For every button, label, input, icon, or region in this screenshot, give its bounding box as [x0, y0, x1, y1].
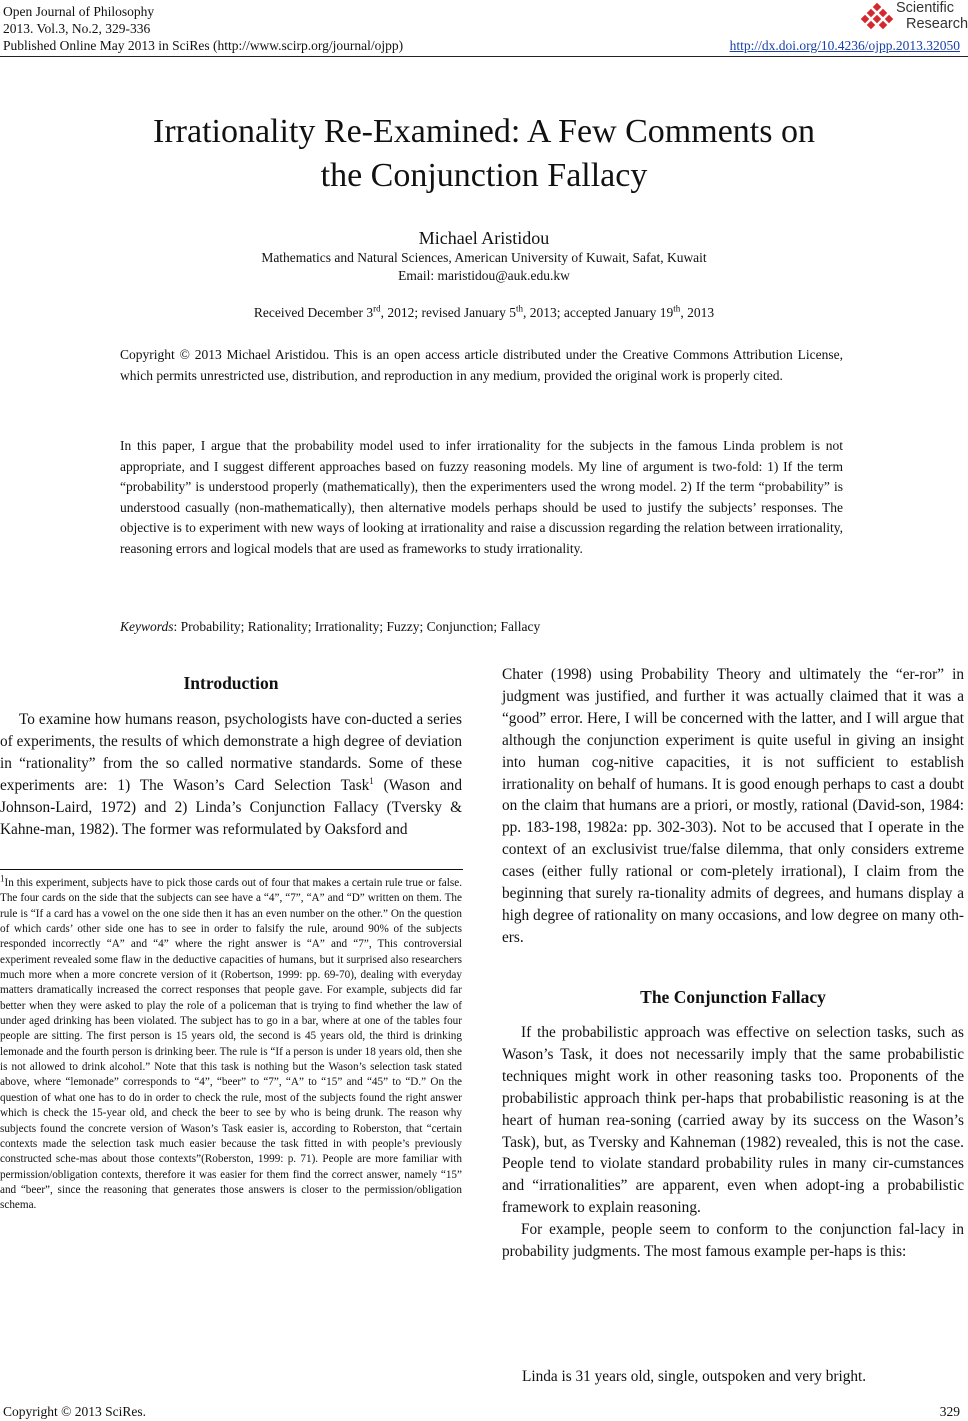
conjunction-fallacy-heading: The Conjunction Fallacy: [640, 987, 826, 1007]
conjunction-fallacy-body: [502, 1022, 964, 1263]
header-divider: [0, 56, 968, 57]
author-name: Michael Aristidou: [418, 228, 550, 248]
footnote: $^1$In this experiment, subjects have to pick those cards out of four that makes a certain rule true or false. The four cards on the side that the subjects can see have a “4”, “7”, “A” and “D” written on them. The rule is “If a card has a vowel on the one side then it has an even number on the other.” On the question of which cards’ other side one has to see in order to falsify the rule, around 90% of the subjects responded incorrectly “A” and “4” where the right answer is “A” and “7”, This controversial experiment revealed some flaw in the deductive capacities of humans, but it surprised also researchers much more when a more concrete version of it (Robertson, 1999: pp. 69-70), dealing with everyday matters dramatically increased the correct responses that people gave. For example, subjects did far better when they were asked to play the role of a policeman that is trying to find whether the law of under aged drinking has been violated. The subject has to go in a bar, where at one of the tables four people are sitting. The first person is 15 years old, the second is 45 years old, the third is drinking lemonade and the fourth person is drinking beer. The rule is “If a person is under 18 years old, then she is not allowed to drink alcohol.” Note that this task is nothing but the Wason’s selection task stated above, where “lemonade” corresponds to “4”, “beer” to “7”, “A” to “15” and “45” to “D.” On the question of what one has to do in order to check the rule, most of the subjects found the right answer which is check the 15-year old, and check the beer to see by who is being drunk. The reason why subjects found the concrete version of Wason’s Task easier is, according to Roberston, that “certain contexts made the selection task much easier because the task fitted in with people’s previously constructed sche-mas about those contexts”(Roberston, 1999: p. 71). People are more familiar with permission/obligation contexts, therefore it was easier for them find the correct answer, namely “15” and “beer”, since the reasoning that generates those answers is closer to the permission/obligation schema.: [0, 873, 462, 1212]
doi-link-container: [730, 38, 960, 54]
footer-copyright: Copyright © 2013 SciRes.: [3, 1404, 147, 1419]
author-affiliation: Mathematics and Natural Sciences, American University of Kuwait, Safat, Kuwait: [261, 250, 707, 265]
intro-paragraph: To examine how humans reason, psychologists have con-ducted a series of experiments, the results of which demonstrate a high degree of deviation in “rationality” from the so called normative standards. Some of these experiments are: 1) The Wason’s Card Selection Task$^1$ (Wason and Johnson-Laird, 1972) and 2) Linda’s Conjunction Fallacy (Tversky & Kahne-man, 1982). The former was reformulated by Oaksford and: [0, 711, 462, 838]
copyright-notice: Copyright © 2013 Michael Aristidou. This is an open access article distributed under the Creative Commons Attribution License, which permits unrestricted use, distribution, and reproduction in any medium, provided the original work is properly cited.: [120, 347, 843, 383]
author-email: Email: maristidou@auk.edu.kw: [398, 268, 570, 283]
scirp-logo-icon: [860, 3, 894, 33]
journal-volume: 2013. Vol.3, No.2, 329-336: [3, 21, 151, 36]
received-dates: Received December 3rd, 2012; revised January 5th, 2013; accepted January 19th, 2013: [253, 303, 715, 320]
journal-published: Published Online May 2013 in SciRes (http://www.scirp.org/journal/ojpp): [3, 38, 404, 53]
introduction-heading: Introduction: [183, 673, 279, 693]
conj-paragraph-2: For example, people seem to conform to the conjunction fal-lacy in probability judgments. The most famous example per-haps is this:: [502, 1221, 964, 1261]
doi-link[interactable]: http://dx.doi.org/10.4236/ojpp.2013.32050: [729, 38, 960, 53]
journal-header: [3, 3, 403, 54]
conj-paragraph-1: If the probabilistic approach was effective on selection tasks, such as Wason’s Task, it does not necessarily imply that the same probabilistic techniques might work in other reasoning tasks too. Proponents of the probabilistic approach think per-haps that probabilistic reasoning is at the heart of human rea-soning (carried away by its success on the Wason’s Task), but, as Tversky and Kahneman (1982) revealed, this is not the case. People tend to violate standard probability rules in many cir-cumstances and “irrationalities” are apparent, even when adopt-ing a probabilistic framework to explain reasoning.: [502, 1024, 964, 1217]
linda-quote: Linda is 31 years old, single, outspoken and very bright.: [522, 1368, 867, 1385]
abstract: In this paper, I argue that the probability model used to infer irrationality for the subjects in the famous Linda problem is not appropriate, and I suggest different approaches based on fuzzy reasoning models. My line of argument is two-fold: 1) If the term “probability” is understood properly (mathematically), then the experimenters used the wrong model. 2) If the term “probability” is understood casually (non-mathematically), then alternative models perhaps should be used to justify the subjects’ responses. The objective is to experiment with new ways of looking at irrationality and raise a discussion regarding the relation between irrationality, reasoning errors and logical models that are used as frameworks to study irrationality.: [120, 438, 843, 556]
page-number: 329: [939, 1404, 960, 1419]
logo-text: Scientific Research: [896, 0, 968, 32]
footnote-divider: [0, 869, 463, 870]
scientific-research-logo: [860, 0, 968, 36]
introduction-body: [0, 709, 462, 840]
keywords: Keywords: Probability; Rationality; Irrationality; Fuzzy; Conjunction; Fallacy: [120, 619, 541, 634]
paper-title: Irrationality Re-Examined: A Few Comments on the Conjunction Fallacy: [153, 113, 815, 194]
journal-name: Open Journal of Philosophy: [3, 4, 155, 19]
right-column-continuation: [502, 664, 964, 949]
continuation-paragraph: Chater (1998) using Probability Theory and ultimately the “er-ror” in judgment was justified, and further it was actually claimed that it was a “good” error. Here, I will be concerned with the latter, and I will argue that although the conjunction experiment is quite useful in giving an insight into human cog-nitive capacities, it is not sufficient to establish irrationality on behalf of humans. It is good enough perhaps to cast a doubt on the claim that humans are a priori, or mostly, rational (David-son, 1984: pp. 183-198, 1982a: pp. 302-303). Not to be accused that I operate in the context of an exclusivist true/false dilemma, that only considers extreme cases (either fully rational or com-pletely irrational), I claim from the beginning that surely ra-tionality admits of degrees, and humans display a high degree of rationality on many occasions, and low degree on many oth-ers.: [502, 666, 964, 946]
